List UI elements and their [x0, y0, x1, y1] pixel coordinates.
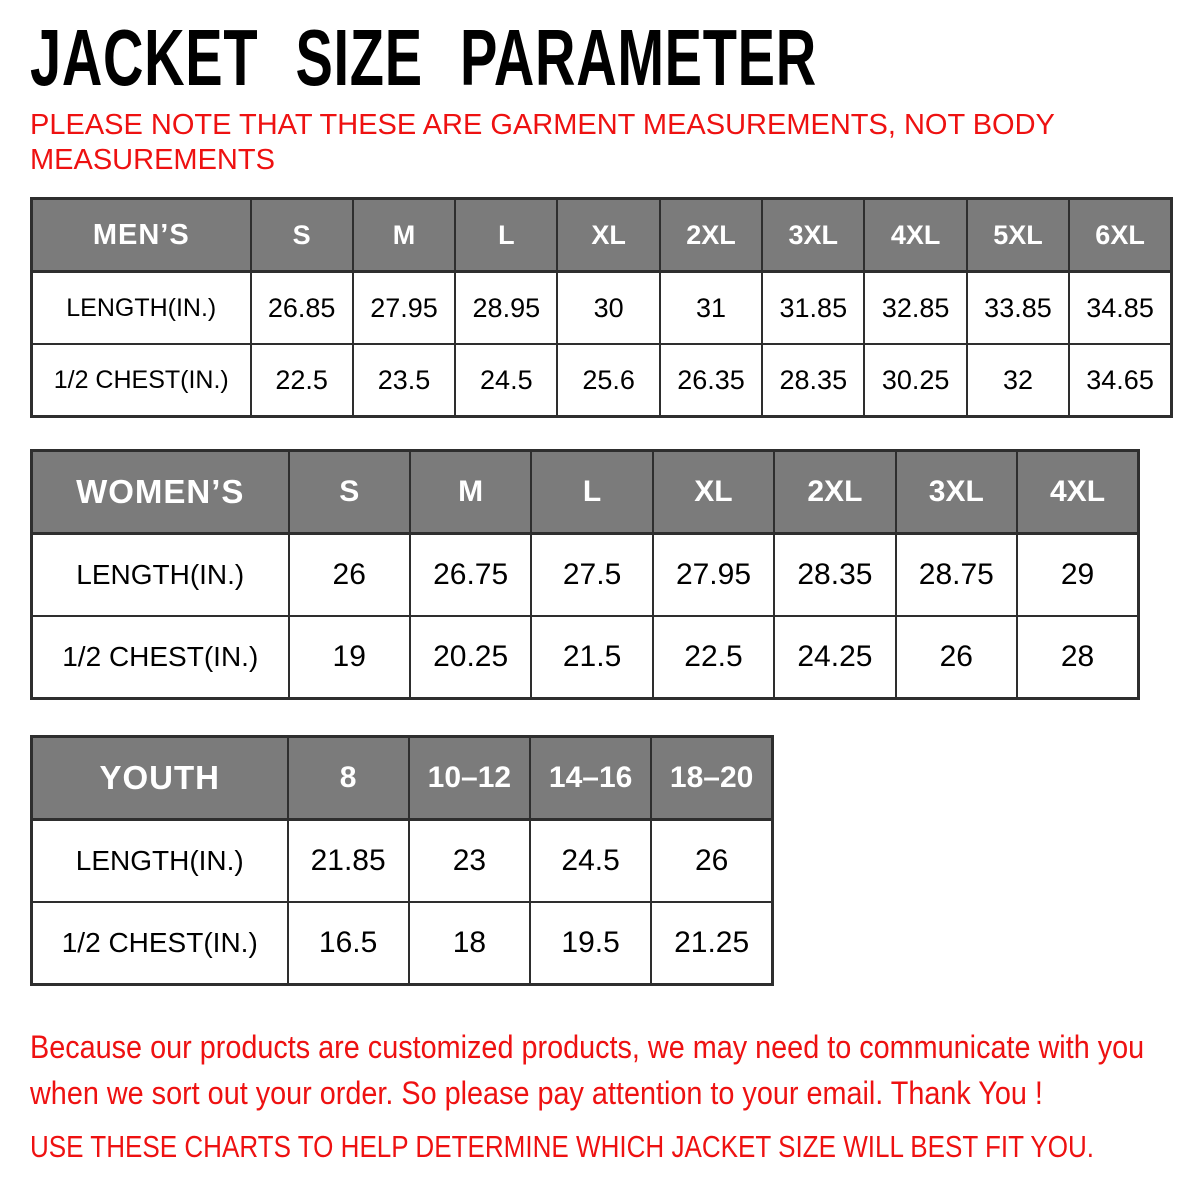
row-label: LENGTH(IN.)	[32, 534, 289, 617]
size-column-header: 5XL	[967, 199, 1069, 272]
measurement-value: 28.75	[896, 534, 1017, 617]
measurement-value: 26	[289, 534, 410, 617]
notice-line-2: when we sort out your order. So please pay attention to your email. Thank You !	[30, 1075, 1043, 1112]
measurement-value: 28.95	[455, 272, 557, 345]
size-column-header: 6XL	[1069, 199, 1171, 272]
measurement-row	[32, 902, 773, 985]
header-row-youth	[32, 737, 773, 820]
size-table-mens	[30, 197, 1173, 418]
row-label: LENGTH(IN.)	[32, 272, 251, 345]
table-title-womens: WOMEN’S	[32, 451, 289, 534]
size-column-header: 3XL	[896, 451, 1017, 534]
measurement-value: 33.85	[967, 272, 1069, 345]
measurement-value: 26.75	[410, 534, 531, 617]
measurement-value: 34.65	[1069, 344, 1171, 417]
header-row-mens	[32, 199, 1172, 272]
measurement-value: 23	[409, 820, 530, 903]
measurement-value: 26.85	[251, 272, 353, 345]
measurement-value: 26.35	[660, 344, 762, 417]
measurement-value: 25.6	[557, 344, 659, 417]
measurement-value: 24.25	[774, 616, 895, 699]
row-label: 1/2 CHEST(IN.)	[32, 344, 251, 417]
measurement-value: 22.5	[653, 616, 774, 699]
measurement-value: 27.95	[653, 534, 774, 617]
measurement-value: 16.5	[288, 902, 409, 985]
measurement-value: 27.95	[353, 272, 455, 345]
measurement-value: 31.85	[762, 272, 864, 345]
measurement-value: 29	[1017, 534, 1138, 617]
measurement-value: 30.25	[864, 344, 966, 417]
measurement-value: 27.5	[531, 534, 652, 617]
measurement-value: 28.35	[774, 534, 895, 617]
measurement-row	[32, 616, 1139, 699]
measurement-value: 31	[660, 272, 762, 345]
fit-advice-line: USE THESE CHARTS TO HELP DETERMINE WHICH JACKET SIZE WILL BEST FIT YOU.	[30, 1129, 1095, 1164]
measurement-value: 22.5	[251, 344, 353, 417]
customization-notice	[30, 1024, 1144, 1116]
size-column-header: 18–20	[651, 737, 772, 820]
size-column-header: S	[289, 451, 410, 534]
measurement-value: 21.25	[651, 902, 772, 985]
size-column-header: 10–12	[409, 737, 530, 820]
size-column-header: 4XL	[1017, 451, 1138, 534]
size-column-header: XL	[557, 199, 659, 272]
measurement-value: 24.5	[530, 820, 651, 903]
measurement-row	[32, 272, 1172, 345]
page-title: JACKET SIZE PARAMETER	[30, 13, 817, 102]
size-tables	[30, 197, 1173, 986]
measurement-value: 34.85	[1069, 272, 1171, 345]
size-column-header: M	[353, 199, 455, 272]
size-column-header: L	[531, 451, 652, 534]
size-column-header: 4XL	[864, 199, 966, 272]
measurement-value: 20.25	[410, 616, 531, 699]
measurement-value: 32	[967, 344, 1069, 417]
row-label: 1/2 CHEST(IN.)	[32, 902, 288, 985]
measurement-value: 23.5	[353, 344, 455, 417]
size-column-header: 14–16	[530, 737, 651, 820]
measurement-row	[32, 534, 1139, 617]
table-title-youth: YOUTH	[32, 737, 288, 820]
size-column-header: 8	[288, 737, 409, 820]
note-line-1: PLEASE NOTE THAT THESE ARE GARMENT MEASUREMENTS, NOT BODY	[30, 109, 1055, 141]
measurement-value: 24.5	[455, 344, 557, 417]
measurement-value: 18	[409, 902, 530, 985]
size-column-header: 2XL	[774, 451, 895, 534]
notice-line-1: Because our products are customized products, we may need to communicate with you	[30, 1029, 1145, 1065]
size-column-header: XL	[653, 451, 774, 534]
table-title-mens: MEN’S	[32, 199, 251, 272]
garment-measurement-note	[30, 108, 1055, 178]
size-column-header: S	[251, 199, 353, 272]
measurement-value: 28	[1017, 616, 1138, 699]
size-column-header: M	[410, 451, 531, 534]
row-label: 1/2 CHEST(IN.)	[32, 616, 289, 699]
measurement-row	[32, 344, 1172, 417]
size-column-header: L	[455, 199, 557, 272]
measurement-value: 32.85	[864, 272, 966, 345]
measurement-value: 21.5	[531, 616, 652, 699]
size-column-header: 3XL	[762, 199, 864, 272]
size-column-header: 2XL	[660, 199, 762, 272]
note-line-2: MEASUREMENTS	[30, 143, 275, 176]
measurement-value: 28.35	[762, 344, 864, 417]
size-table-youth	[30, 735, 774, 986]
row-label: LENGTH(IN.)	[32, 820, 288, 903]
measurement-value: 30	[557, 272, 659, 345]
measurement-value: 21.85	[288, 820, 409, 903]
measurement-value: 19	[289, 616, 410, 699]
measurement-value: 26	[896, 616, 1017, 699]
size-table-womens	[30, 449, 1140, 700]
measurement-row	[32, 820, 773, 903]
measurement-value: 19.5	[530, 902, 651, 985]
header-row-womens	[32, 451, 1139, 534]
measurement-value: 26	[651, 820, 772, 903]
